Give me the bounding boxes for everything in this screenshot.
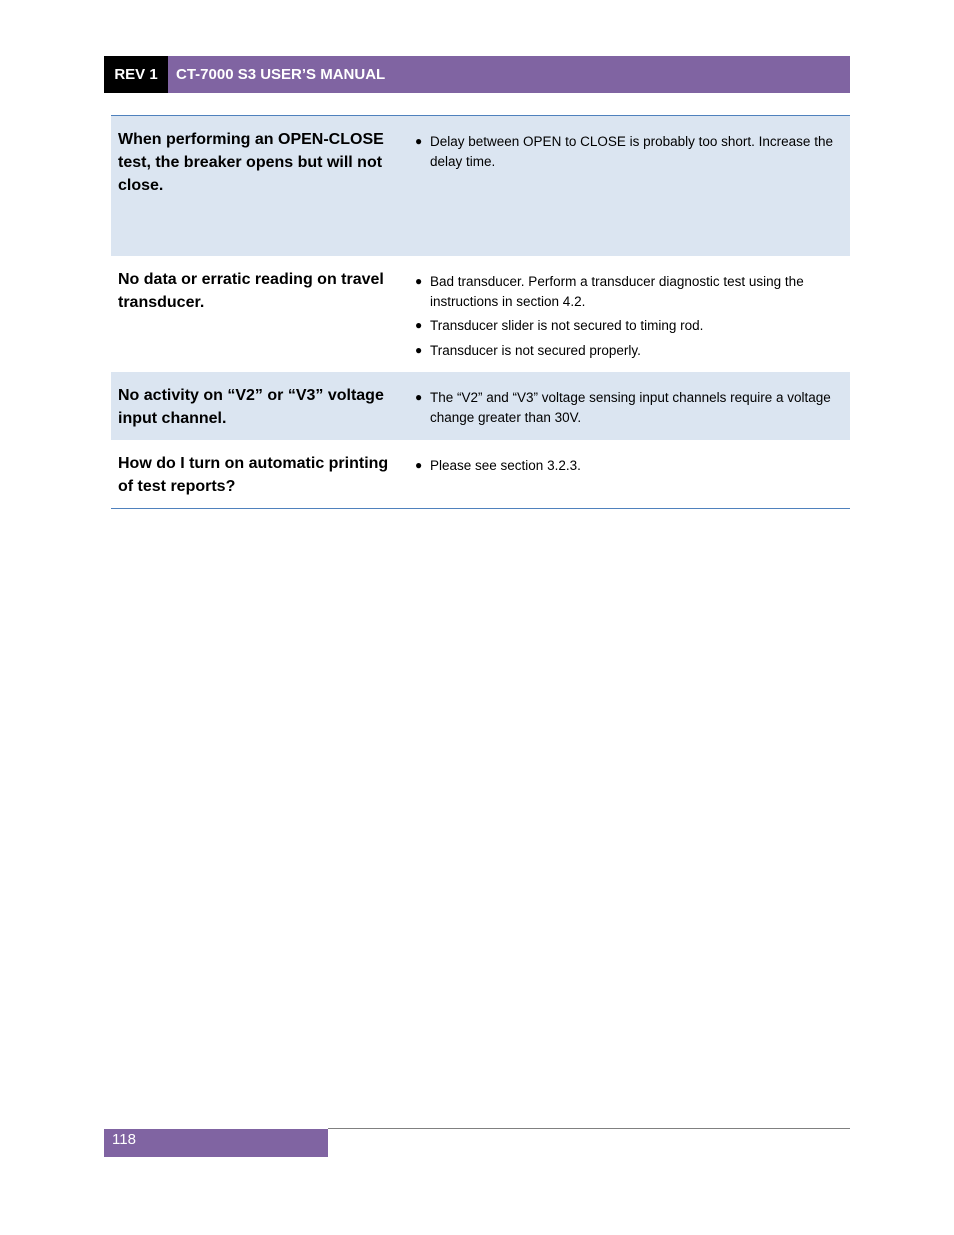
list-item <box>415 456 838 476</box>
bullet-icon: ● <box>415 318 423 332</box>
solution-text: Bad transducer. Perform a transducer diagnostic test using the instructions in section 4.2. <box>430 274 804 309</box>
page-number: 118 <box>104 1129 328 1157</box>
problem-cell: How do I turn on automatic printing of test reports? <box>118 455 389 495</box>
solution-text: The “V2” and “V3” voltage sensing input channels require a voltage change greater than 30V. <box>430 390 831 425</box>
list-item <box>415 341 838 361</box>
solution-text: Please see section 3.2.3. <box>430 458 581 473</box>
list-item <box>415 132 838 171</box>
solution-list <box>407 372 850 440</box>
table-row <box>111 116 850 256</box>
manual-title: CT-7000 S3 USER’S MANUAL <box>168 56 850 93</box>
solution-text: Transducer slider is not secured to timing rod. <box>430 318 704 333</box>
bullet-icon: ● <box>415 134 423 148</box>
problem-cell: When performing an OPEN-CLOSE test, the breaker opens but will not close. <box>118 131 384 194</box>
problem-cell: No activity on “V2” or “V3” voltage input channel. <box>118 387 384 427</box>
list-item <box>415 316 838 336</box>
solution-list <box>407 440 850 508</box>
problem-cell: No data or erratic reading on travel transducer. <box>118 271 384 311</box>
solution-text: Delay between OPEN to CLOSE is probably too short. Increase the delay time. <box>430 134 833 169</box>
solution-list <box>407 116 850 256</box>
footer-divider <box>328 1128 850 1129</box>
solution-list <box>407 256 850 372</box>
list-item <box>415 388 838 427</box>
revision-label: REV 1 <box>104 56 168 93</box>
page-header <box>104 56 850 93</box>
bullet-icon: ● <box>415 342 423 357</box>
table-row <box>111 372 850 440</box>
table-row <box>111 440 850 508</box>
list-item <box>415 272 838 311</box>
troubleshooting-table <box>111 115 850 509</box>
solution-text: Transducer is not secured properly. <box>430 342 641 358</box>
table-row <box>111 256 850 372</box>
bullet-icon: ● <box>415 458 423 472</box>
bullet-icon: ● <box>415 390 423 404</box>
bullet-icon: ● <box>415 274 423 288</box>
